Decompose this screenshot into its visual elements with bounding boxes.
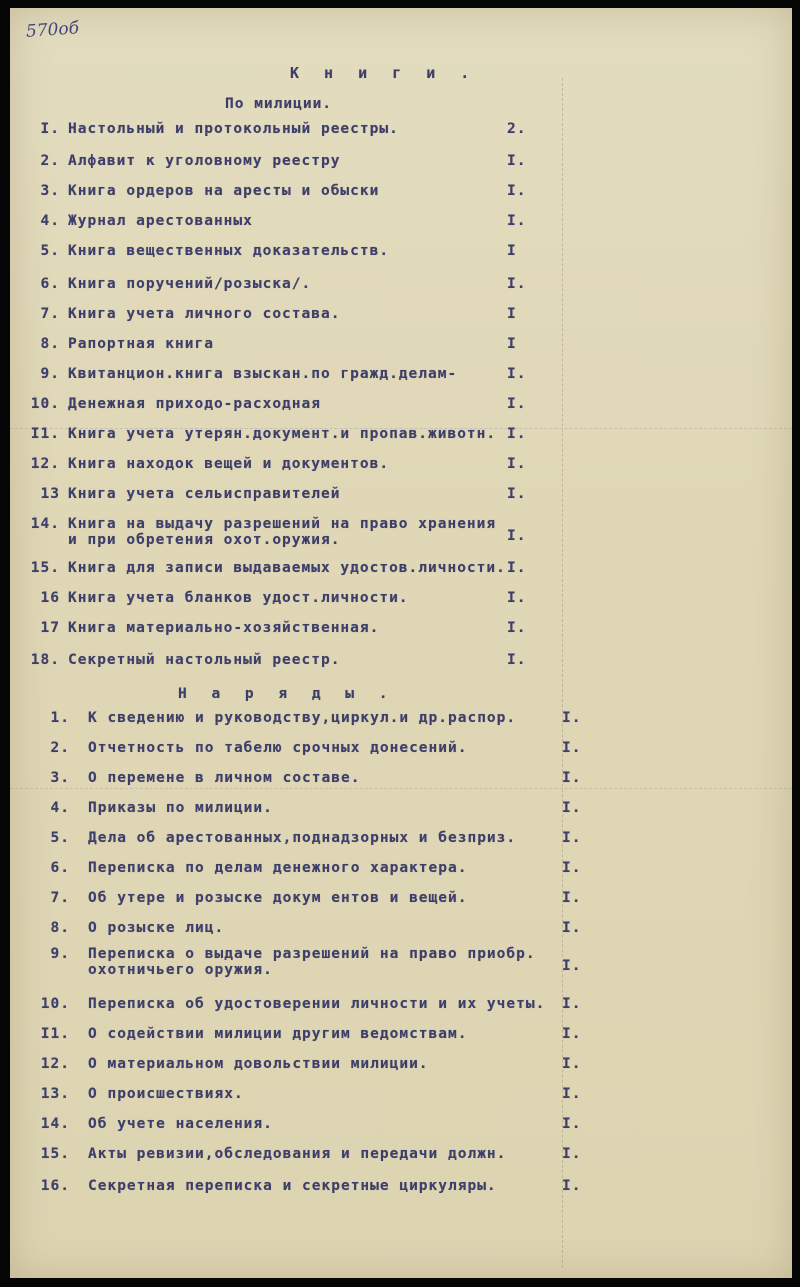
list-item-text: Книга для записи выдаваемых удостов.личности. xyxy=(68,560,506,576)
list-item-text: Денежная приходо-расходная xyxy=(68,396,321,412)
list-item-text: Рапортная книга xyxy=(68,336,214,352)
list-item-text: К сведению и руководству,циркул.и др.распор. xyxy=(88,710,517,726)
list-item-text: О материальном довольствии милиции. xyxy=(88,1056,429,1072)
list-item-text: Квитанцион.книга взыскан.по гражд.делам- xyxy=(68,366,458,382)
list-item-text: Книга материально-хозяйственная. xyxy=(68,620,380,636)
list-item-number: 8. xyxy=(40,336,60,352)
list-item-count: I. xyxy=(562,800,582,816)
list-item-count: I xyxy=(507,306,517,322)
list-item-number: 8. xyxy=(50,920,70,936)
list-item-text: Об утере и розыске докум ентов и вещей. xyxy=(88,890,468,906)
list-item-number: 1. xyxy=(50,710,70,726)
list-item-number: 12. xyxy=(30,456,60,472)
list-item-number: 10. xyxy=(30,396,60,412)
list-item-count: I. xyxy=(562,1116,582,1132)
list-item-number: I1. xyxy=(30,426,60,442)
list-item-text: Секретный настольный реестр. xyxy=(68,652,341,668)
document-subtitle: По милиции. xyxy=(225,96,333,112)
list-item-text: Секретная переписка и секретные циркуляры. xyxy=(88,1178,497,1194)
list-item-number: 7. xyxy=(50,890,70,906)
archive-folio-note: 570об xyxy=(25,18,80,42)
list-item-text: Переписка об удостоверении личности и их учеты. xyxy=(88,996,546,1012)
list-item-text: Книга учета утерян.документ.и пропав.животн. xyxy=(68,426,497,442)
list-item-count: I. xyxy=(562,920,582,936)
list-item-number: 16 xyxy=(40,590,60,606)
list-item-count: I. xyxy=(562,958,582,974)
list-item-count: 2. xyxy=(507,121,527,137)
list-item-text: Отчетность по табелю срочных донесений. xyxy=(88,740,468,756)
list-item-count: I. xyxy=(562,890,582,906)
list-item-number: 13. xyxy=(40,1086,70,1102)
list-item-number: 9. xyxy=(40,366,60,382)
list-item-number: I. xyxy=(40,121,60,137)
list-item-text: Книга учета личного состава. xyxy=(68,306,341,322)
ghost-line xyxy=(10,788,792,789)
list-item-text: Книга на выдачу разрешений на право хранения xyxy=(68,516,497,532)
list-item-number: 6. xyxy=(40,276,60,292)
list-item-count: I. xyxy=(507,396,527,412)
list-item-text: Книга вещественных доказательств. xyxy=(68,243,390,259)
list-item-text: Дела об арестованных,поднадзорных и безприз. xyxy=(88,830,517,846)
list-item-count: I. xyxy=(562,740,582,756)
list-item-number: I1. xyxy=(40,1026,70,1042)
list-item-number: 5. xyxy=(50,830,70,846)
list-item-count: I. xyxy=(507,652,527,668)
list-item-text: Журнал арестованных xyxy=(68,213,253,229)
list-item-number: 17 xyxy=(40,620,60,636)
list-item-count: I. xyxy=(562,1026,582,1042)
list-item-text-continued: и при обретения охот.оружия. xyxy=(68,532,341,548)
list-item-number: 4. xyxy=(40,213,60,229)
list-item-text: О происшествиях. xyxy=(88,1086,244,1102)
list-item-count: I. xyxy=(562,1056,582,1072)
list-item-count: I. xyxy=(507,153,527,169)
list-item-count: I. xyxy=(507,183,527,199)
list-item-number: 12. xyxy=(40,1056,70,1072)
list-item-count: I. xyxy=(507,590,527,606)
list-item-number: 5. xyxy=(40,243,60,259)
list-item-text: Алфавит к уголовному реестру xyxy=(68,153,341,169)
list-item-text: О розыске лиц. xyxy=(88,920,225,936)
list-item-text: Книга учета сельисправителей xyxy=(68,486,341,502)
list-item-number: 13 xyxy=(40,486,60,502)
list-item-count: I. xyxy=(507,276,527,292)
list-item-number: 3. xyxy=(40,183,60,199)
list-item-count: I. xyxy=(507,486,527,502)
list-item-count: I. xyxy=(507,213,527,229)
list-item-count: I. xyxy=(507,456,527,472)
list-item-text: Книга учета бланков удост.личности. xyxy=(68,590,409,606)
list-item-count: I xyxy=(507,243,517,259)
list-item-number: 4. xyxy=(50,800,70,816)
list-item-count: I. xyxy=(562,1146,582,1162)
list-item-text: Приказы по милиции. xyxy=(88,800,273,816)
list-item-text: Книга находок вещей и документов. xyxy=(68,456,390,472)
list-item-count: I. xyxy=(562,830,582,846)
list-item-text: Настольный и протокольный реестры. xyxy=(68,121,399,137)
list-item-number: 14. xyxy=(30,516,60,532)
document-page xyxy=(10,8,792,1278)
list-item-text: Книга поручений/розыска/. xyxy=(68,276,312,292)
list-item-count: I. xyxy=(562,770,582,786)
list-item-count: I. xyxy=(507,366,527,382)
list-item-count: I. xyxy=(507,528,527,544)
list-item-text: О перемене в личном составе. xyxy=(88,770,361,786)
list-item-text: О содействии милиции другим ведомствам. xyxy=(88,1026,468,1042)
list-item-number: 16. xyxy=(40,1178,70,1194)
list-item-number: 2. xyxy=(50,740,70,756)
list-item-count: I. xyxy=(507,426,527,442)
list-item-count: I. xyxy=(562,710,582,726)
list-item-text-continued: охотничьего оружия. xyxy=(88,962,273,978)
list-item-text: Об учете населения. xyxy=(88,1116,273,1132)
list-item-text: Переписка по делам денежного характера. xyxy=(88,860,468,876)
list-item-number: 14. xyxy=(40,1116,70,1132)
list-item-number: 2. xyxy=(40,153,60,169)
list-item-text: Книга ордеров на аресты и обыски xyxy=(68,183,380,199)
list-item-count: I. xyxy=(507,560,527,576)
list-item-count: I. xyxy=(562,860,582,876)
list-item-number: 9. xyxy=(50,946,70,962)
list-item-number: 10. xyxy=(40,996,70,1012)
list-item-count: I. xyxy=(507,620,527,636)
list-item-number: 18. xyxy=(30,652,60,668)
document-title: К н и г и . xyxy=(290,64,478,82)
list-item-number: 15. xyxy=(30,560,60,576)
list-item-text: Переписка о выдаче разрешений на право приобр. xyxy=(88,946,536,962)
list-item-count: I. xyxy=(562,996,582,1012)
list-item-count: I xyxy=(507,336,517,352)
list-item-number: 3. xyxy=(50,770,70,786)
list-item-number: 15. xyxy=(40,1146,70,1162)
list-item-number: 7. xyxy=(40,306,60,322)
section-title: Н а р я д ы . xyxy=(178,686,396,702)
list-item-count: I. xyxy=(562,1086,582,1102)
list-item-text: Акты ревизии,обследования и передачи должн. xyxy=(88,1146,507,1162)
list-item-count: I. xyxy=(562,1178,582,1194)
list-item-number: 6. xyxy=(50,860,70,876)
